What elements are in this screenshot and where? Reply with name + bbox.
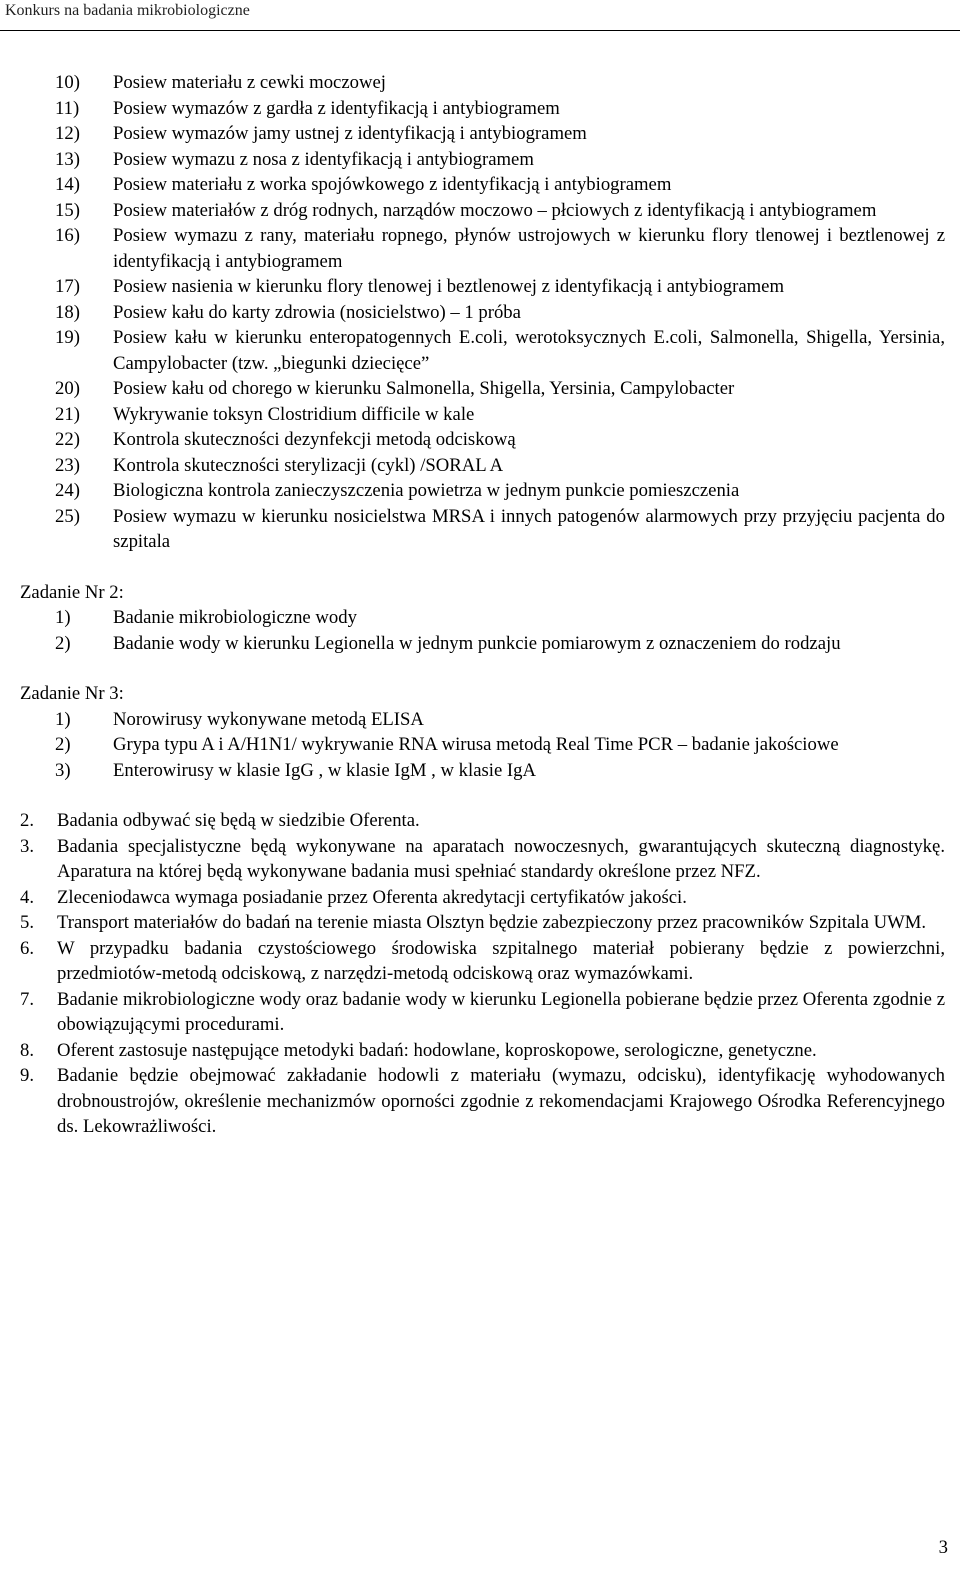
item-text: Grypa typu A i A/H1N1/ wykrywanie RNA wirusa metodą Real Time PCR – badanie jakościowe	[113, 734, 839, 755]
list-item	[20, 910, 945, 936]
item-number: 1)	[55, 708, 71, 730]
item-number: 7.	[20, 988, 35, 1010]
item-text: Kontrola skuteczności sterylizacji (cykl) /SORAL A	[113, 454, 504, 476]
item-text: Posiew wymazu z nosa z identyfikacją i antybiogramem	[113, 148, 534, 170]
tests-list	[20, 70, 945, 555]
item-number: 15)	[55, 199, 80, 221]
page-number: 3	[938, 1537, 948, 1558]
header-rule	[0, 30, 960, 31]
item-number: 24)	[55, 480, 80, 501]
item-text: Norowirusy wykonywane metodą ELISA	[113, 708, 424, 730]
item-text: Badania specjalistyczne będą wykonywane na aparatach nowoczesnych, gwarantujących skuteczną diagnostykę. Aparatura na której będą wykonywane badania musi spełniać standardy określone przez NFZ.	[57, 835, 945, 882]
zadanie-3-list	[20, 707, 945, 784]
list-item	[20, 198, 945, 224]
item-text: Posiew wymazów z gardła z identyfikacją i antybiogramem	[113, 97, 560, 119]
item-text: Zleceniodawca wymaga posiadanie przez Oferenta akredytacji certyfikatów jakości.	[57, 886, 687, 908]
conditions-list	[20, 808, 945, 1140]
section-heading-zadanie-3: Zadanie Nr 3:	[20, 683, 124, 704]
spacer	[20, 555, 945, 580]
item-number: 14)	[55, 174, 80, 195]
item-number: 22)	[55, 429, 80, 450]
list-item	[20, 274, 945, 300]
section-heading-zadanie-2: Zadanie Nr 2:	[20, 581, 124, 603]
document-body	[20, 70, 945, 1140]
item-number: 12)	[55, 123, 80, 144]
item-number: 17)	[55, 276, 80, 297]
item-text: Posiew wymazu w kierunku nosicielstwa MRSA i innych patogenów alarmowych przy przyjęciu pacjenta do szpitala	[113, 505, 945, 552]
item-text: Posiew wymazu z rany, materiału ropnego, płynów ustrojowych w kierunku flory tlenowej i beztlenowej z identyfikacją i antybiogramem	[113, 225, 945, 272]
item-text: Wykrywanie toksyn Clostridium difficile w kale	[113, 403, 475, 425]
item-number: 4.	[20, 886, 35, 908]
list-item	[20, 121, 945, 147]
list-item	[20, 758, 945, 784]
item-number: 11)	[55, 97, 80, 119]
list-item	[20, 172, 945, 198]
list-item	[20, 504, 945, 555]
list-item	[20, 1038, 945, 1064]
item-number: 8.	[20, 1039, 35, 1061]
item-number: 6.	[20, 937, 35, 959]
item-text: Posiew materiałów z dróg rodnych, narządów moczowo – płciowych z identyfikacją i antybiogramem	[113, 199, 877, 221]
item-number: 3)	[55, 759, 71, 781]
list-item	[20, 732, 945, 758]
list-item	[20, 402, 945, 428]
running-header: Konkurs na badania mikrobiologiczne	[5, 2, 250, 19]
list-item	[20, 453, 945, 479]
list-item	[20, 834, 945, 885]
item-text: Posiew materiału z worka spojówkowego z identyfikacją i antybiogramem	[113, 174, 672, 195]
list-item	[20, 707, 945, 733]
item-text: Badanie mikrobiologiczne wody	[113, 607, 357, 628]
item-number: 13)	[55, 148, 80, 170]
item-number: 18)	[55, 301, 80, 323]
item-text: Posiew materiału z cewki moczowej	[113, 72, 386, 93]
item-number: 23)	[55, 454, 80, 476]
item-text: Kontrola skuteczności dezynfekcji metodą odciskową	[113, 429, 516, 450]
item-number: 20)	[55, 378, 80, 399]
item-number: 21)	[55, 403, 80, 425]
list-item	[20, 70, 945, 96]
item-number: 16)	[55, 225, 80, 246]
item-text: Posiew kału do karty zdrowia (nosicielstwo) – 1 próba	[113, 301, 521, 323]
list-item	[20, 96, 945, 122]
item-text: Transport materiałów do badań na terenie miasta Olsztyn będzie zabezpieczony przez pracowników Szpitala UWM.	[57, 912, 926, 933]
list-item	[20, 936, 945, 987]
item-text: Oferent zastosuje następujące metodyki badań: hodowlane, koproskopowe, serologiczne, genetyczne.	[57, 1039, 817, 1061]
item-number: 5.	[20, 912, 35, 933]
list-item	[20, 325, 945, 376]
item-number: 10)	[55, 72, 80, 93]
list-item	[20, 631, 945, 657]
item-number: 3.	[20, 835, 35, 857]
item-text: Posiew wymazów jamy ustnej z identyfikacją i antybiogramem	[113, 123, 587, 144]
spacer	[20, 783, 945, 808]
item-number: 9.	[20, 1065, 35, 1086]
item-text: Badanie będzie obejmować zakładanie hodowli z materiału (wymazu, odcisku), identyfikację wyhodowanych drobnoustrojów, określenie mechanizmów oporności zgodnie z rekomendacjami Krajowego Ośrodka Referencyjnego ds. Lekowrażliwości.	[57, 1065, 945, 1137]
list-item	[20, 987, 945, 1038]
item-number: 2)	[55, 734, 71, 755]
item-number: 2.	[20, 810, 35, 831]
list-item	[20, 300, 945, 326]
item-number: 1)	[55, 607, 71, 628]
list-item	[20, 808, 945, 834]
list-item	[20, 223, 945, 274]
item-text: W przypadku badania czystościowego środowiska szpitalnego materiał pobierany będzie z powierzchni, przedmiotów-metodą odciskową, z narzędzi-metodą odciskową oraz wymazówkami.	[57, 937, 945, 984]
list-item	[20, 427, 945, 453]
item-text: Posiew kału od chorego w kierunku Salmonella, Shigella, Yersinia, Campylobacter	[113, 378, 735, 399]
item-text: Badanie mikrobiologiczne wody oraz badanie wody w kierunku Legionella pobierane będzie przez Oferenta zgodnie z obowiązującymi procedurami.	[57, 988, 945, 1035]
list-item	[20, 885, 945, 911]
list-item	[20, 147, 945, 173]
item-text: Posiew kału w kierunku enteropatogennych E.coli, werotoksycznych E.coli, Salmonella, Shigella, Yersinia, Campylobacter (tzw. „biegunki dziecięce”	[113, 327, 945, 374]
list-item	[20, 1063, 945, 1140]
list-item	[20, 478, 945, 504]
item-text: Posiew nasienia w kierunku flory tlenowej i beztlenowej z identyfikacją i antybiogramem	[113, 276, 784, 297]
spacer	[20, 656, 945, 681]
item-number: 25)	[55, 505, 80, 527]
item-text: Badanie wody w kierunku Legionella w jednym punkcie pomiarowym z oznaczeniem do rodzaju	[113, 632, 841, 654]
item-text: Biologiczna kontrola zanieczyszczenia powietrza w jednym punkcie pomieszczenia	[113, 480, 740, 501]
list-item	[20, 376, 945, 402]
zadanie-2-list	[20, 605, 945, 656]
item-text: Badania odbywać się będą w siedzibie Oferenta.	[57, 810, 420, 831]
item-number: 2)	[55, 632, 71, 654]
list-item	[20, 605, 945, 631]
item-number: 19)	[55, 327, 80, 348]
item-text: Enterowirusy w klasie IgG , w klasie IgM , w klasie IgA	[113, 759, 536, 781]
